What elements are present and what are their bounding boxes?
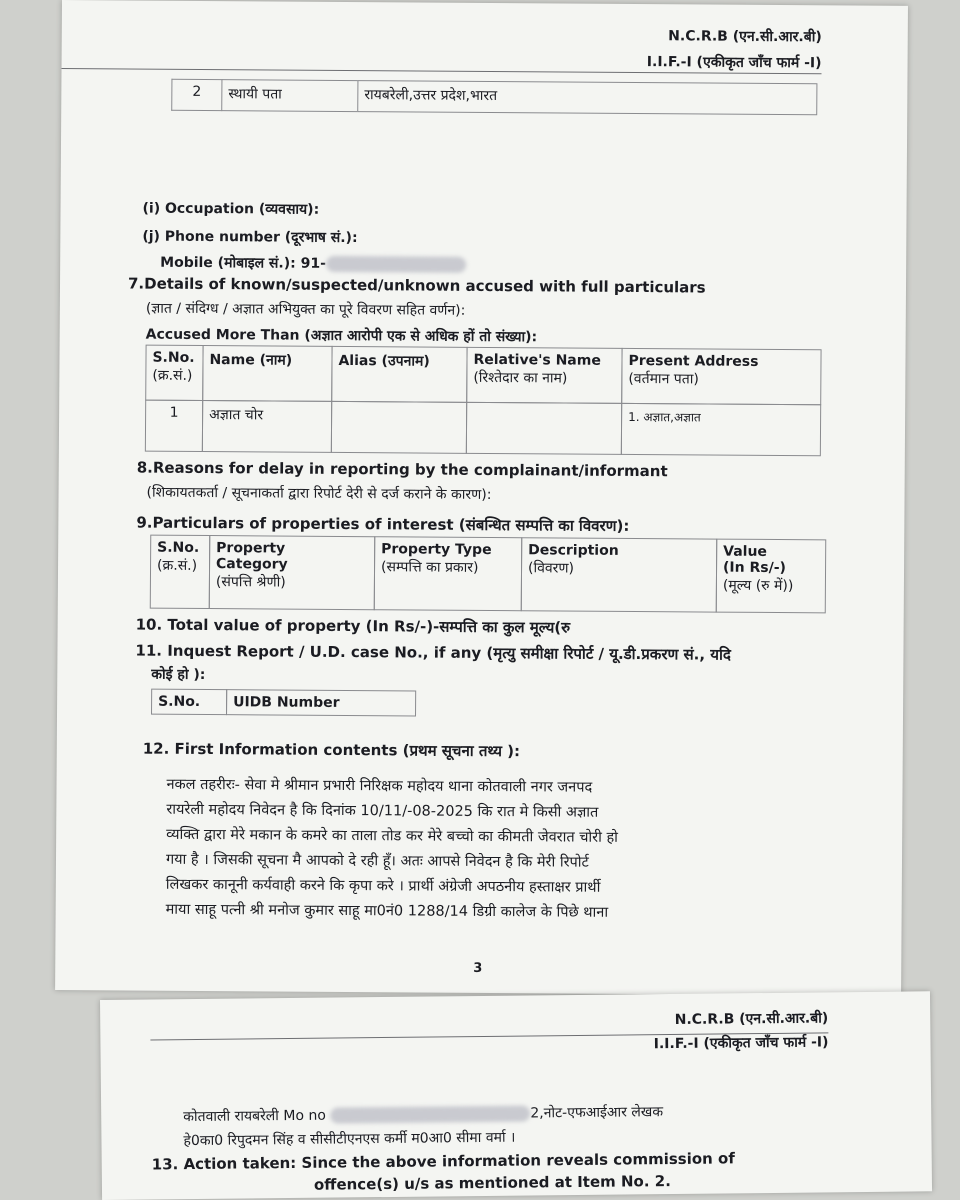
fir-line-6: माया साहू पत्नी श्री मनोज कुमार साहू मा0नं0 1288/14 डिग्री कालेज के पिछे थाना xyxy=(165,901,609,921)
mobile-label: Mobile (मोबाइल सं.): 91- xyxy=(160,253,466,274)
section13-title2: offence(s) u/s as mentioned at Item No. 2. xyxy=(313,1172,671,1194)
iif-header-2: I.I.F.-I (एकीकृत जाँच फार्म -I) xyxy=(653,1034,829,1053)
address-row-num: 2 xyxy=(171,79,221,111)
property-header-value: Value (In Rs/-) (मूल्य (रु में)) xyxy=(716,539,827,614)
accused-row-sno: 1 xyxy=(145,400,203,452)
property-header-category: Property Category (संपत्ति श्रेणी) xyxy=(209,535,376,610)
section10-title: 10. Total value of property (In Rs/-)-सम्पत्ति का कुल मूल्य(रु xyxy=(135,615,571,637)
iif-header: I.I.F.-I (एकीकृत जाँच फार्म -I) xyxy=(646,54,822,72)
fir-line-4: गया है । जिसकी सूचना मै आपको दे रही हूँ। अतः आपसे निवेदन है कि मेरी रिपोर्ट xyxy=(165,851,589,871)
ncrb-header: N.C.R.B (एन.सी.आर.बी) xyxy=(668,28,822,46)
section8-title: 8.Reasons for delay in reporting by the complainant/informant xyxy=(136,458,668,481)
page2-line-2: हे0का0 रिपुदमन सिंह व सीसीटीएनएस कर्मी म0आ0 सीमा वर्मा । xyxy=(183,1129,516,1150)
occupation-label: (i) Occupation (व्यवसाय): xyxy=(142,200,320,218)
fir-line-2: रायरेली महोदय निवेदन है कि दिनांक 10/11/-08-2025 कि रात मे किसी अज्ञात xyxy=(166,801,599,821)
section9-title: 9.Particulars of properties of interest (संबन्धित सम्पत्ति का विवरण): xyxy=(136,513,630,535)
phone-label: (j) Phone number (दूरभाष सं.): xyxy=(142,228,358,247)
ncrb-header-2: N.C.R.B (एन.सी.आर.बी) xyxy=(674,1010,829,1028)
accused-header-alias: Alias (उपनाम) xyxy=(331,346,467,403)
inquest-header-sno: S.No. xyxy=(151,689,227,716)
accused-header-relative: Relative's Name (रिश्तेदार का नाम) xyxy=(466,347,622,404)
address-row-label: स्थायी पता xyxy=(221,79,357,112)
address-row-value: रायबरेली,उत्तर प्रदेश,भारत xyxy=(357,80,817,115)
accused-row-address: 1. अज्ञात,अज्ञात xyxy=(621,403,821,456)
accused-header-name: Name (नाम) xyxy=(202,345,332,402)
inquest-header-uidb: UIDB Number xyxy=(226,689,416,716)
section8-subtitle: (शिकायतकर्ता / सूचनाकर्ता द्वारा रिपोर्ट देरी से दर्ज कराने के कारण): xyxy=(146,484,492,504)
fir-line-1: नकल तहरीरः- सेवा मे श्रीमान प्रभारी निरिक्षक महोदय थाना कोतवाली नगर जनपद xyxy=(166,776,593,796)
accused-row-relative xyxy=(466,402,622,455)
page2-line-1: कोतवाली रायबरेली Mo no 2,नोट-एफआईआर लेखक xyxy=(183,1104,664,1126)
property-header-type: Property Type (सम्पत्ति का प्रकार) xyxy=(374,536,523,611)
redacted-mobile xyxy=(326,256,466,273)
accused-more-label: Accused More Than (अज्ञात आरोपी एक से अधिक हों तो संख्या): xyxy=(145,326,538,346)
section11-title2: कोई हो ): xyxy=(151,666,206,684)
section12-title: 12. First Information contents (प्रथम सूचना तथ्य ): xyxy=(142,739,521,761)
redacted-phone xyxy=(330,1106,530,1124)
fir-line-3: व्यक्ति द्वारा मेरे मकान के कमरे का ताला तोड कर मेरे बच्चो का कीमती जेवरात चोरी हो xyxy=(166,826,619,846)
accused-header-address: Present Address (वर्तमान पता) xyxy=(621,348,821,405)
property-header-sno: S.No. (क्र.सं.) xyxy=(150,535,211,609)
document-page-1 xyxy=(55,0,908,996)
accused-row-name: अज्ञात चोर xyxy=(202,400,332,453)
fir-line-5: लिखकर कानूनी कर्यवाही करने कि कृपा करे । प्रार्थी अंग्रेजी अपठनीय हस्ताक्षर प्रार्थी xyxy=(165,876,601,896)
section7-subtitle: (ज्ञात / संदिग्ध / अज्ञात अभियुक्त का पूरे विवरण सहित वर्णन): xyxy=(145,300,466,319)
property-header-description: Description (विवरण) xyxy=(521,537,718,612)
section13-title: 13. Action taken: Since the above information reveals commission of xyxy=(151,1149,735,1174)
accused-row-alias xyxy=(331,401,467,454)
section7-title: 7.Details of known/suspected/unknown accused with full particulars xyxy=(127,274,706,297)
document-page-2 xyxy=(100,991,932,1200)
accused-header-sno: S.No. (क्र.सं.) xyxy=(145,345,203,401)
page-number: 3 xyxy=(473,960,483,976)
section11-title: 11. Inquest Report / U.D. case No., if any (मृत्यु समीक्षा रिपोर्ट / यू.डी.प्रकरण सं., यदि xyxy=(135,641,731,664)
